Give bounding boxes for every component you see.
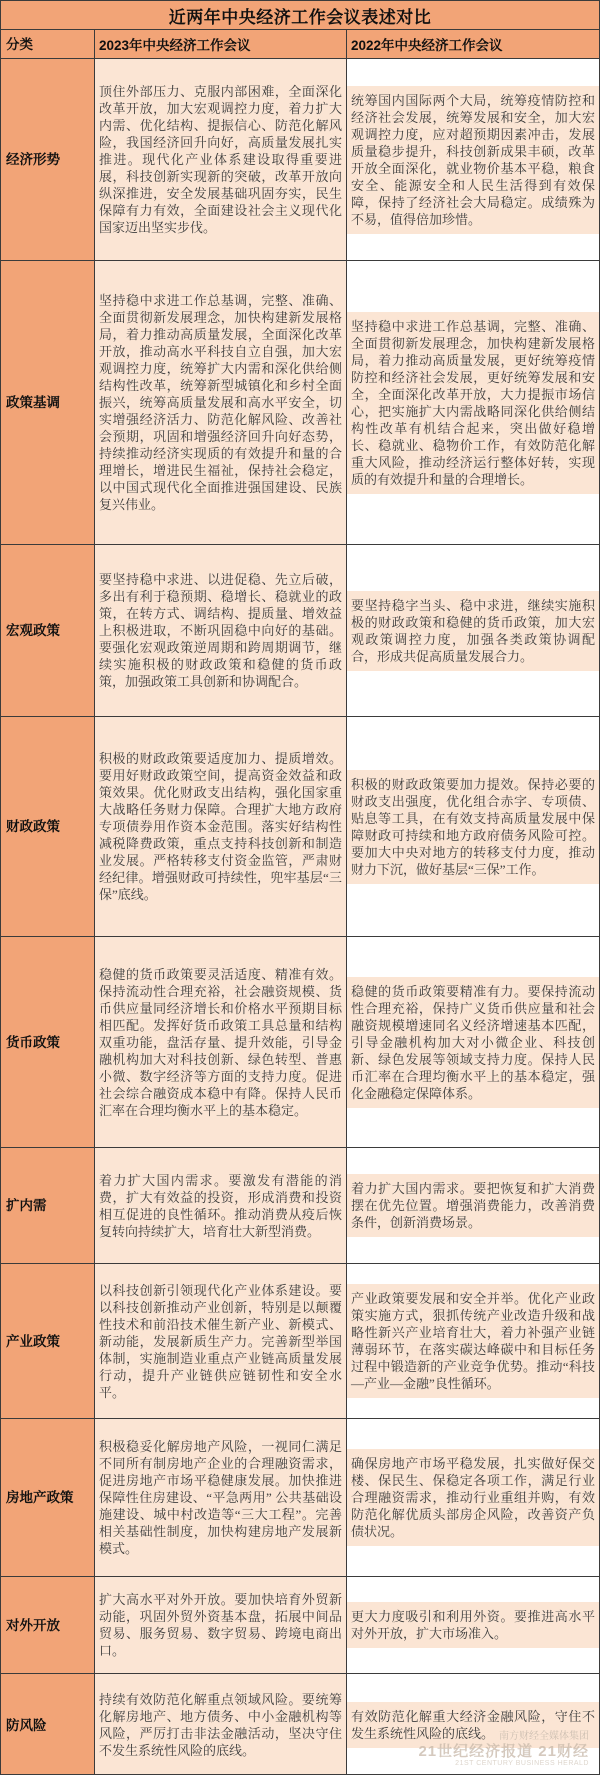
category-cell: 对外开放 (1, 1577, 94, 1673)
cell-2023: 积极的财政政策要适度加力、提质增效。要用好财政政策空间，提高资金效益和政策效果。优化财政支出结构，强化国家重大战略任务财力保障。合理扩大地方政府专项债券用作资本金范围。落实好结构性减税降费政策，重点支持科技创新和制造业发展。严格转移支付资金监管，严肃财经纪律。增强财政可持续性，兜牢基层“三保”底线。 (94, 717, 346, 936)
cell-2023: 坚持稳中求进工作总基调，完整、准确、全面贯彻新发展理念，加快构建新发展格局，着力推动高质量发展，全面深化改革开放，推动高水平科技自立自强，加大宏观调控力度，统筹扩大内需和深化供给侧结构性改革，统筹新型城镇化和乡村全面振兴，统筹高质量发展和高水平安全，切实增强经济活力、防范化解风险、改善社会预期，巩固和增强经济回升向好态势，持续推动经济实现质的有效提升和量的合理增长，增进民生福祉，保持社会稳定，以中国式现代化全面推进强国建设、民族复兴伟业。 (94, 261, 346, 544)
cell-2022: 统筹国内国际两个大局，统筹疫情防控和经济社会发展，统筹发展和安全，加大宏观调控力度，应对超预期因素冲击，发展质量稳步提升，科技创新成果丰硕，改革开放全面深化，就业物价基本平稳，粮食安全、能源安全和人民生活得到有效保障，保持了经济社会大局稳定。成绩殊为不易，值得倍加珍惜。 (346, 59, 599, 260)
header-row (1, 29, 599, 58)
row-macro-policy (1, 544, 599, 716)
category-cell: 财政政策 (1, 717, 94, 936)
row-risk-prevention (1, 1673, 599, 1775)
category-cell: 经济形势 (1, 59, 94, 260)
cell-2022: 有效防范化解重大经济金融风险，守住不发生系统性风险的底线。 (346, 1674, 599, 1775)
category-cell: 政策基调 (1, 261, 94, 544)
row-monetary-policy (1, 936, 599, 1147)
cell-2022: 稳健的货币政策要精准有力。要保持流动性合理充裕，保持广义货币供应量和社会融资规模增速同名义经济增速基本匹配，引导金融机构加大对小微企业、科技创新、绿色发展等领域支持力度。保持人民币汇率在合理均衡水平上的基本稳定，强化金融稳定保障体系。 (346, 937, 599, 1147)
cell-2023: 以科技创新引领现代化产业体系建设。要以科技创新推动产业创新，特别是以颠覆性技术和前沿技术催生新产业、新模式、新动能，发展新质生产力。完善新型举国体制，实施制造业重点产业链高质量发展行动，提升产业链供应链韧性和安全水平。 (94, 1264, 346, 1418)
cell-2022: 坚持稳中求进工作总基调，完整、准确、全面贯彻新发展理念，加快构建新发展格局，着力推动高质量发展，更好统筹疫情防控和经济社会发展，更好统筹发展和安全，全面深化改革开放，大力提振市场信心，把实施扩大内需战略同深化供给侧结构性改革有机结合起来，突出做好稳增长、稳就业、稳物价工作，有效防范化解重大风险，推动经济运行整体好转，实现质的有效提升和量的合理增长。 (346, 261, 599, 544)
row-fiscal-policy (1, 716, 599, 936)
cell-2023: 顶住外部压力、克服内部困难，全面深化改革开放，加大宏观调控力度，着力扩大内需、优化结构、提振信心、防范化解风险，我国经济回升向好，高质量发展扎实推进。现代化产业体系建设取得重要进展，科技创新实现新的突破，改革开放向纵深推进，安全发展基础巩固夯实，民生保障有力有效，全面建设社会主义现代化国家迈出坚实步伐。 (94, 59, 346, 260)
header-category: 分类 (1, 30, 94, 58)
header-2022: 2022年中央经济工作会议 (346, 30, 599, 58)
cell-2023: 扩大高水平对外开放。要加快培育外贸新动能，巩固外贸外资基本盘，拓展中间品贸易、服务贸易、数字贸易、跨境电商出口。 (94, 1577, 346, 1673)
watermark-org: 南方财经全媒体集团 (499, 1731, 589, 1743)
cell-2023: 稳健的货币政策要灵活适度、精准有效。保持流动性合理充裕，社会融资规模、货币供应量同经济增长和价格水平预期目标相匹配。发挥好货币政策工具总量和结构双重功能，盘活存量、提升效能，引导金融机构加大对科技创新、绿色转型、普惠小微、数字经济等方面的支持力度。促进社会综合融资成本稳中有降。保持人民币汇率在合理均衡水平上的基本稳定。 (94, 937, 346, 1147)
title-bar (1, 1, 599, 29)
cell-2022: 确保房地产市场平稳发展，扎实做好保交楼、保民生、保稳定各项工作，满足行业合理融资需求，推动行业重组并购，有效防范化解优质头部房企风险，改善资产负债状况。 (346, 1419, 599, 1576)
row-economic-situation (1, 58, 599, 260)
category-cell: 防风险 (1, 1674, 94, 1775)
row-industrial-policy (1, 1263, 599, 1418)
header-2023: 2023年中央经济工作会议 (94, 30, 346, 58)
category-cell: 产业政策 (1, 1264, 94, 1418)
cell-2023: 要坚持稳中求进、以进促稳、先立后破，多出有利于稳预期、稳增长、稳就业的政策，在转方式、调结构、提质量、增效益上积极进取，不断巩固稳中向好的基础。要强化宏观政策逆周期和跨周期调节，继续实施积极的财政政策和稳健的货币政策，加强政策工具创新和协调配合。 (94, 545, 346, 716)
cell-2023: 积极稳妥化解房地产风险，一视同仁满足不同所有制房地产企业的合理融资需求，促进房地产市场平稳健康发展。加快推进保障性住房建设、“平急两用” 公共基础设施建设、城中村改造等“三大工程”。完善相关基础性制度，加快构建房地产发展新模式。 (94, 1419, 346, 1576)
row-real-estate-policy (1, 1418, 599, 1576)
watermark-brand: 21世纪经济报道 21财经 (418, 1742, 589, 1760)
cell-2022: 更大力度吸引和利用外资。要推进高水平对外开放，扩大市场准入。 (346, 1577, 599, 1673)
watermark-subtitle: 21ST CENTURY BUSINESS HERALD (455, 1759, 589, 1767)
cell-2022: 着力扩大国内需求。要把恢复和扩大消费摆在优先位置。增强消费能力，改善消费条件，创新消费场景。 (346, 1148, 599, 1263)
page-title: 近两年中央经济工作会议表述对比 (168, 7, 432, 27)
cell-2022: 积极的财政政策要加力提效。保持必要的财政支出强度，优化组合赤字、专项债、贴息等工具，在有效支持高质量发展中保障财政可持续和地方政府债务风险可控。要加大中央对地方的转移支付力度，推动财力下沉，做好基层“三保”工作。 (346, 717, 599, 936)
cell-2022: 产业政策要发展和安全并举。优化产业政策实施方式，狠抓传统产业改造升级和战略性新兴产业培育壮大，着力补强产业链薄弱环节，在落实碳达峰碳中和目标任务过程中锻造新的产业竞争优势。推动“科技—产业—金融”良性循环。 (346, 1264, 599, 1418)
category-cell: 扩内需 (1, 1148, 94, 1263)
cell-2022: 要坚持稳字当头、稳中求进，继续实施积极的财政政策和稳健的货币政策，加大宏观政策调控力度，加强各类政策协调配合，形成共促高质量发展合力。 (346, 545, 599, 716)
cell-2023: 持续有效防范化解重点领域风险。要统筹化解房地产、地方债务、中小金融机构等风险，严厉打击非法金融活动，坚决守住不发生系统性风险的底线。 (94, 1674, 346, 1775)
category-cell: 货币政策 (1, 937, 94, 1147)
row-opening-up (1, 1576, 599, 1673)
category-cell: 房地产政策 (1, 1419, 94, 1576)
row-policy-tone (1, 260, 599, 544)
row-expand-domestic-demand (1, 1147, 599, 1263)
cell-2023: 着力扩大国内需求。要激发有潜能的消费，扩大有效益的投资，形成消费和投资相互促进的良性循环。推动消费从疫后恢复转向持续扩大，培育壮大新型消费。 (94, 1148, 346, 1263)
category-cell: 宏观政策 (1, 545, 94, 716)
